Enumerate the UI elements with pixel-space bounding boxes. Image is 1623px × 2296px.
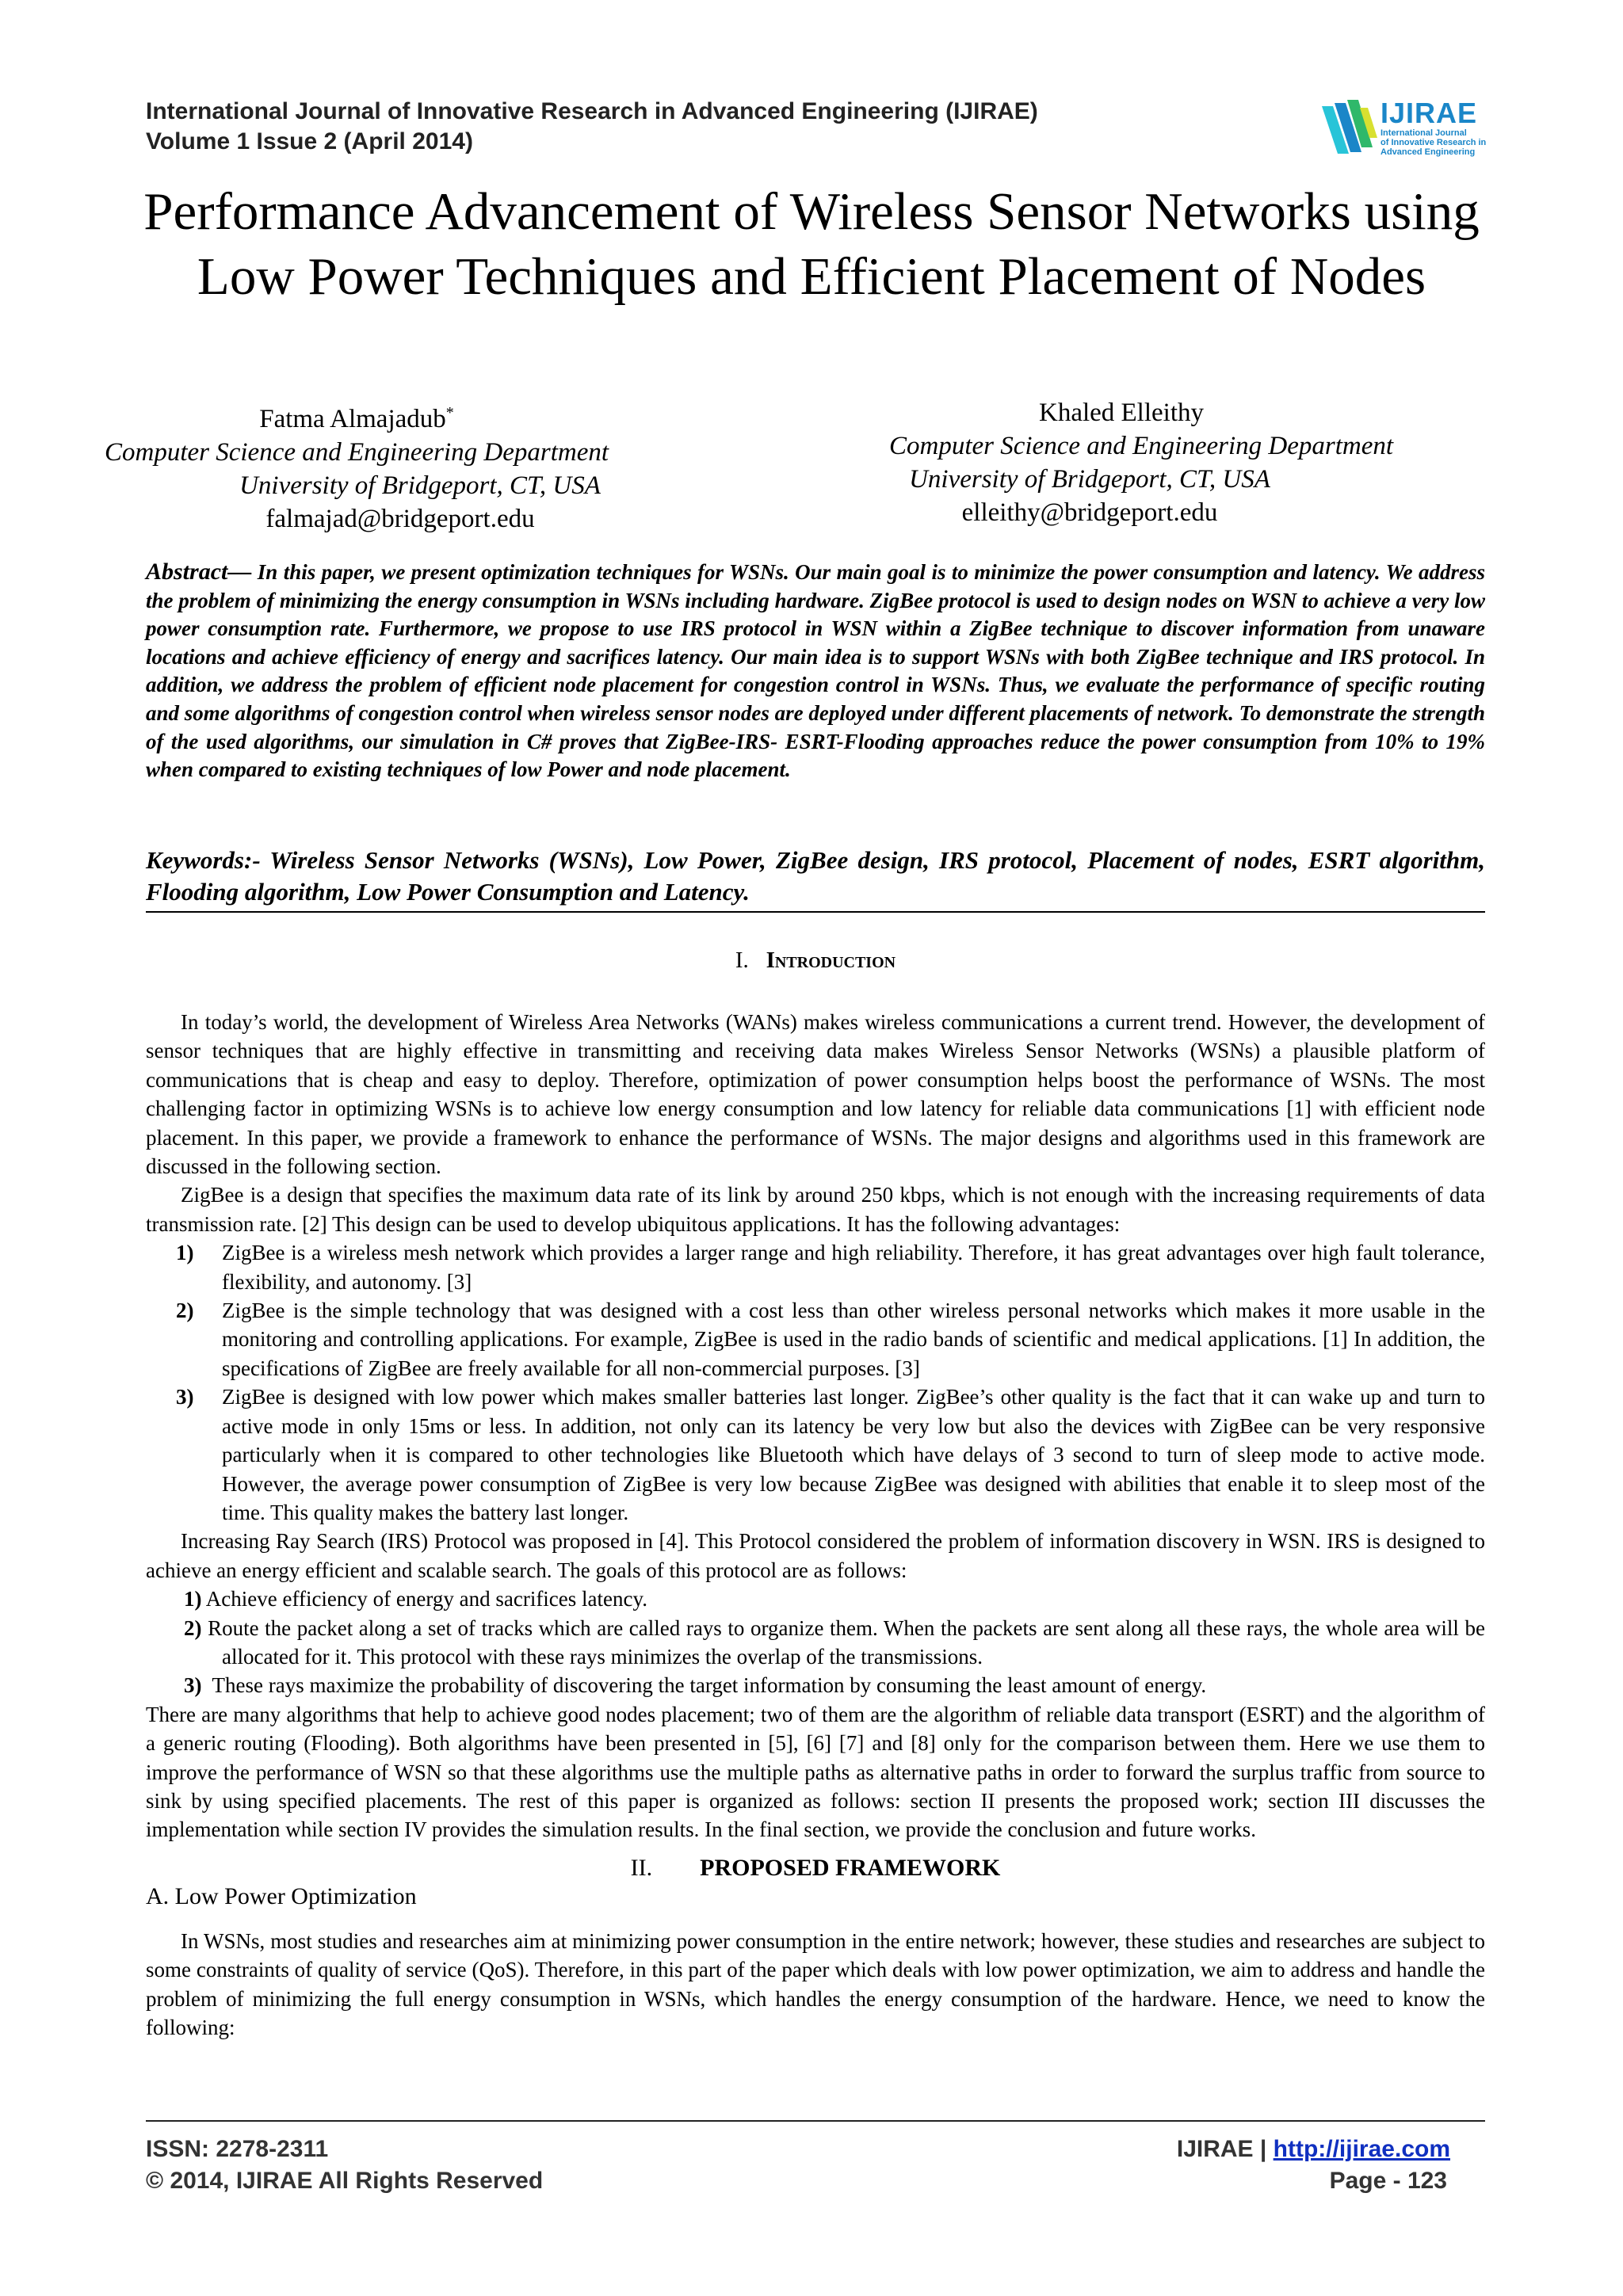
footer-site: IJIRAE | http://ijirae.com — [1176, 2136, 1450, 2162]
paragraph: ZigBee is a design that specifies the maximum data rate of its link by around 250 kbps, which is not enough with the increasing requirements of data transmission rate. [2] This design can be used to develop ubiquitous applications. It has the following advantages: — [146, 1183, 1485, 1236]
author-email: falmajad@bridgeport.edu — [265, 505, 535, 533]
ijirae-logo — [1322, 97, 1488, 163]
section-heading-introduction: I. Introduction — [735, 948, 896, 973]
abstract-lead: Abstract— — [146, 559, 252, 585]
keywords-rule — [146, 911, 1485, 913]
author-email: elleithy@bridgeport.edu — [961, 498, 1218, 527]
footer-link[interactable]: http://ijirae.com — [1273, 2136, 1450, 2162]
paragraph: There are many algorithms that help to achieve good nodes placement; two of them are the algorithm of reliable data transport (ESRT) and the algorithm of a generic routing (Flooding). Both algorithms have been presented in [5], [6] [7] and [8] only for the comparison between them. Here we use them to improve the performance of WSN so that these algorithms use the multiple paths as alternative paths in order to forward the surplus traffic from source to sink by using specified placements. The rest of this paper is organized as follows: section II presents the proposed work; section III discusses the implementation while section IV provides the simulation results. In the final section, we provide the conclusion and future works. — [146, 1702, 1485, 1842]
keywords: Keywords:- Wireless Sensor Networks (WSNs), Low Power, ZigBee design, IRS protocol, Placement of nodes, ESRT algorithm, Flooding algorithm, Low Power Consumption and Latency. — [146, 846, 1485, 906]
section-heading-framework: II. PROPOSED FRAMEWORK A. Low Power Optimization — [146, 1851, 1485, 1913]
paragraph: In WSNs, most studies and researches aim at minimizing power consumption in the entire network; however, these studies and researches are subject to some constraints of quality of service (QoS). Therefore, in this part of the paper which deals with low power optimization, we aim to address and handle the problem of minimizing the full energy consumption in WSNs, which handles the energy consumption of the hardware. Hence, we need to know the following: — [146, 1928, 1485, 2039]
journal-header — [146, 97, 1038, 157]
author-block-2 — [713, 396, 1426, 529]
author-university: University of Bridgeport, CT, USA — [239, 471, 601, 500]
footer-rule — [146, 2120, 1485, 2122]
abstract-text: In this paper, we present optimization techniques for WSNs. Our main goal is to minimize the power consumption and latency. We address the problem of minimizing the energy consumption in WSNs including hardware. ZigBee protocol is used to design nodes on WSN to achieve a very low power consumption rate. Furthermore, we propose to use IRS protocol in WSN within a ZigBee technique to discover information from unaware locations and achieve efficiency of energy and sacrifices latency. Our main idea is to support WSNs with both ZigBee technique and IRS protocol. In addition, we address the problem of efficient node placement for congestion control in WSNs. Thus, we evaluate the performance of specific routing and some algorithms of congestion control when wireless sensor nodes are deployed under different placements of network. To demonstrate the strength of the used algorithms, our simulation in C# proves that ZigBee-IRS- ESRT-Flooding approaches reduce the power consumption from 10% to 19% when compared to existing techniques of low Power and node placement. — [146, 560, 1485, 782]
author-name: Khaled Elleithy — [1038, 399, 1205, 427]
list-item: 3) ZigBee is designed with low power which makes smaller batteries last longer. ZigBee’s other quality is the fact that it can wake up and turn to active mode in only 15ms or less. In addition, not only can its latency be very low but also the devices with ZigBee can be very responsive particularly when it is compared to other technologies like Bluetooth which have delays of 3 second to turn of sleep mode to active mode. However, the average power consumption of ZigBee is very low because ZigBee was designed with abilities that enable it to sleep most of the time. This quality makes the battery last longer. — [176, 1385, 1485, 1524]
list-item: 1) Achieve efficiency of energy and sacrifices latency. — [184, 1587, 647, 1611]
author-name: Fatma Almajadub* — [259, 404, 454, 433]
author-department: Computer Science and Engineering Department — [888, 432, 1394, 460]
abstract — [146, 558, 1485, 784]
paragraph: In today’s world, the development of Wireless Area Networks (WANs) makes wireless communications a current trend. However, the development of sensor techniques that are highly effective in transmitting and receiving data makes Wireless Sensor Networks (WSNs) a plausible platform of communications that is cheap and easy to deploy. Therefore, optimization of power consumption helps boost the performance of WSNs. The most challenging factor in optimizing WSNs is to achieve low energy consumption and low latency for reliable data communications [1] with efficient node placement. In this paper, we provide a framework to enhance the performance of WSNs. The major designs and algorithms used in this framework are discussed in the following section. — [146, 1010, 1485, 1179]
footer-page-number: Page - 123 — [1329, 2168, 1447, 2194]
subsection-heading: A. Low Power Optimization — [146, 1882, 417, 1909]
list-item: 2) ZigBee is the simple technology that was designed with a cost less than other wireless personal networks which makes it more usable in the monitoring and controlling applications. For example, ZigBee is used in the radio bands of scientific and medical applications. [1] In addition, the specifications of ZigBee are freely available for all non-commercial purposes. [3] — [176, 1299, 1485, 1380]
paper-title: Performance Advancement of Wireless Sensor Networks using Low Power Techniques and Efficient Placement of Nodes — [143, 182, 1480, 306]
keywords-lead: Keywords:- — [146, 846, 261, 874]
logo-subtitle: International Journal of Innovative Research in Advanced Engineering — [1381, 128, 1487, 157]
list-item: 2) Route the packet along a set of tracks which are called rays to organize them. When the packets are sent along all these rays, the whole area will be allocated for it. This protocol with these rays minimizes the overlap of the transmissions. — [184, 1615, 1485, 1669]
body-text — [146, 1008, 1485, 2042]
journal-issue: Volume 1 Issue 2 (April 2014) — [146, 128, 473, 154]
footer-copyright: © 2014, IJIRAE All Rights Reserved — [146, 2168, 544, 2194]
logo-wordmark: IJIRAE — [1381, 97, 1478, 129]
keywords-text: Wireless Sensor Networks (WSNs), Low Power, ZigBee design, IRS protocol, Placement of nodes, ESRT algorithm, Flooding algorithm, Low Power Consumption and Latency — [146, 846, 1485, 906]
footer-issn: ISSN: 2278-2311 — [146, 2136, 329, 2162]
list-item: 3) These rays maximize the probability of discovering the target information by consuming the least amount of energy. — [184, 1673, 1207, 1698]
journal-name: International Journal of Innovative Research in Advanced Engineering (IJIRAE) — [146, 98, 1038, 124]
list-item: 1) ZigBee is a wireless mesh network which provides a larger range and high reliability. Therefore, it has great advantages over high fault tolerance, flexibility, and autonomy. [3] — [176, 1241, 1485, 1294]
paragraph: Increasing Ray Search (IRS) Protocol was proposed in [4]. This Protocol considered the problem of information discovery in WSN. IRS is designed to achieve an energy efficient and scalable search. The goals of this protocol are as follows: — [146, 1529, 1485, 1582]
author-university: University of Bridgeport, CT, USA — [909, 465, 1270, 494]
author-block-1 — [0, 396, 713, 536]
author-department: Computer Science and Engineering Department — [104, 438, 609, 467]
